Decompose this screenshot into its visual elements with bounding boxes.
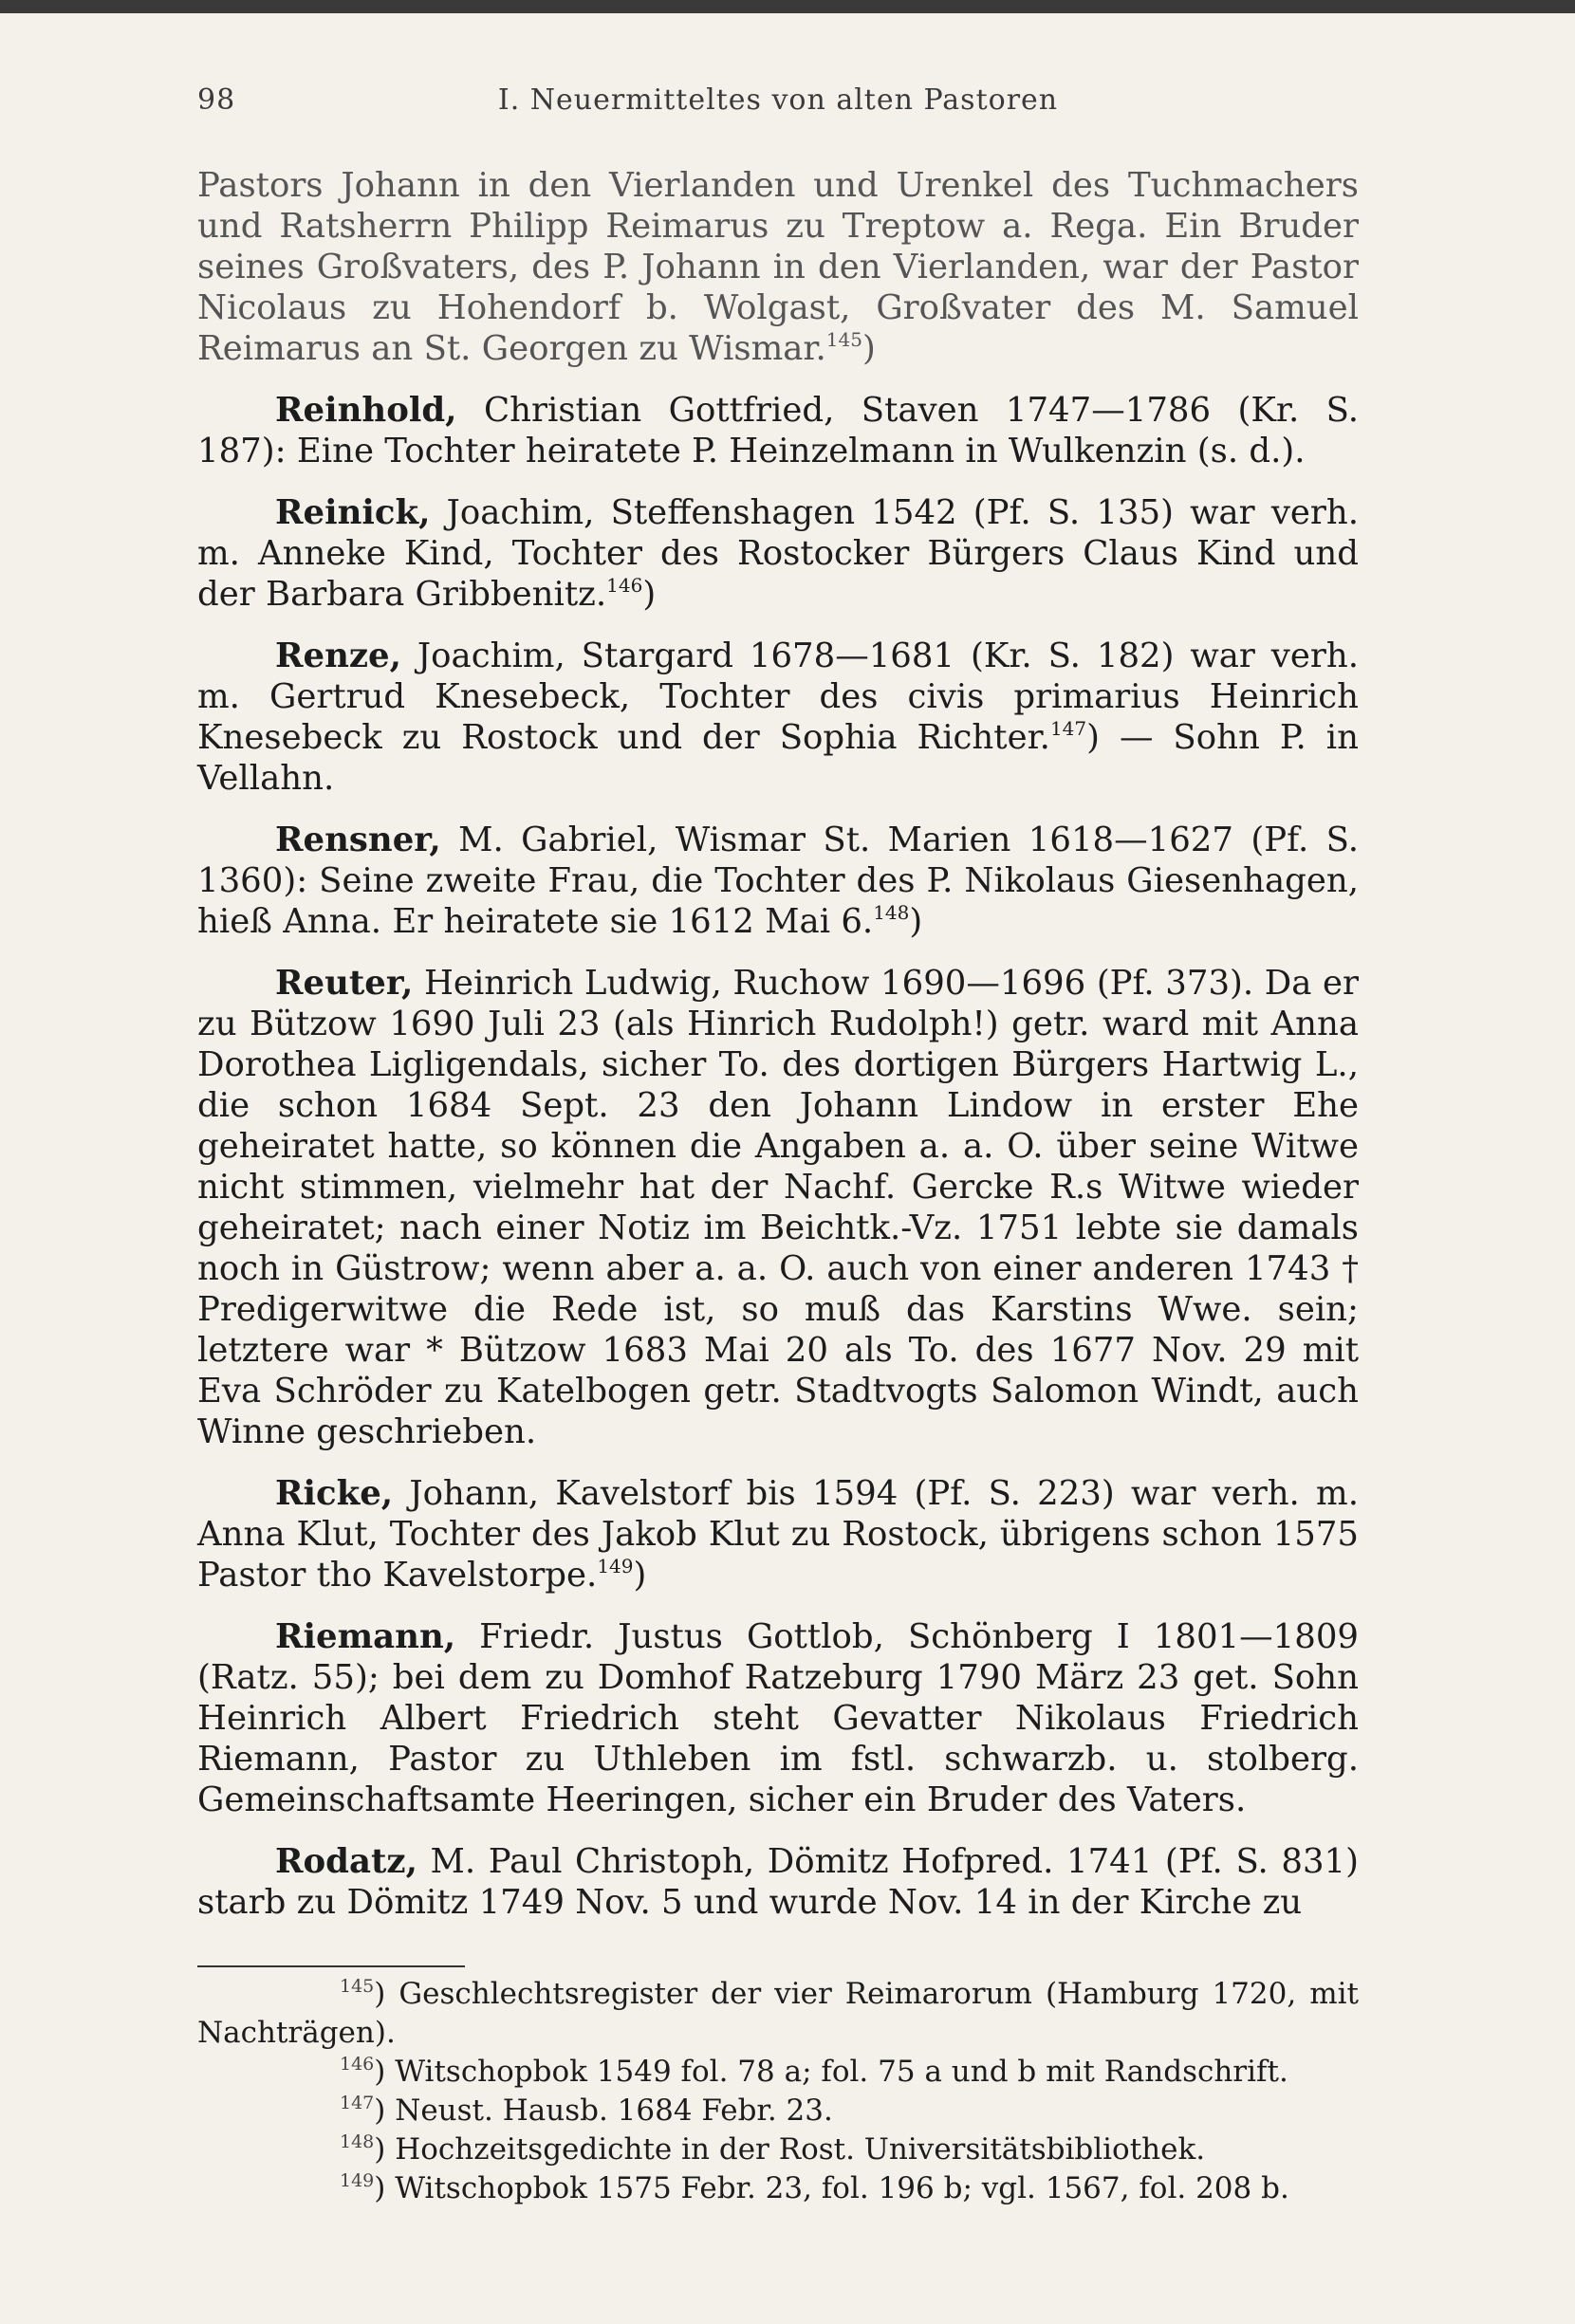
- footnote-ref: 147: [1049, 717, 1087, 740]
- footnote-divider: [197, 1965, 465, 1967]
- footnote-ref: 146: [606, 574, 643, 597]
- entry-reinhold: Reinhold, Christian Gottfried, Staven 1747—1786 (Kr. S. 187): Eine Tochter heiratete P. Heinzelmann in Wulkenzin (s. d.).: [197, 391, 1359, 470]
- entry-name: Riemann,: [275, 1617, 456, 1656]
- footnote-mark: 145: [340, 1976, 375, 1997]
- footnote-ref: 148: [873, 901, 910, 924]
- main-text: [197, 165, 1359, 1944]
- entry-continuation: Pastors Johann in den Vierlanden und Urenkel des Tuchmachers und Ratsherrn Philipp Reimarus zu Treptow a. Rega. Ein Bruder seines Großvaters, des P. Johann in den Vierlanden, war der Pastor Nicolaus zu Hohendorf b. Wolgast, Großvater des M. Samuel Reimarus an St. Georgen zu Wismar.$^{145}$): [197, 166, 1359, 368]
- footnote-148: $^{148}$) Hochzeitsgedichte in der Rost. Universitätsbibliothek.: [340, 2131, 1206, 2167]
- entry-ricke: Ricke, Johann, Kavelstorf bis 1594 (Pf. S. 223) war verh. m. Anna Klut, Tochter des Jakob Klut zu Rostock, übrigens schon 1575 Pastor tho Kavelstorpe.$^{149}$): [197, 1474, 1359, 1595]
- entry-name: Reuter,: [275, 964, 414, 1003]
- footnote-147: $^{147}$) Neust. Hausb. 1684 Febr. 23.: [340, 2093, 833, 2128]
- footnote-149: $^{149}$) Witschopbok 1575 Febr. 23, fol. 196 b; vgl. 1567, fol. 208 b.: [340, 2170, 1289, 2205]
- entry-reinick: Reinick, Joachim, Steffenshagen 1542 (Pf. S. 135) war verh. m. Anneke Kind, Tochter des Rostocker Bürgers Claus Kind und der Barbara Gribbenitz.$^{146}$): [197, 493, 1359, 614]
- entry-name: Reinick,: [275, 493, 431, 532]
- entry-riemann: Riemann, Friedr. Justus Gottlob, Schönberg I 1801—1809 (Ratz. 55); bei dem zu Domhof Ratzeburg 1790 März 23 get. Sohn Heinrich Albert Friedrich steht Gevatter Nikolaus Friedrich Riemann, Pastor zu Uthleben im fstl. schwarzb. u. stolberg. Gemeinschaftsamte Heeringen, sicher ein Bruder des Vaters.: [197, 1617, 1359, 1819]
- running-header: [197, 83, 1359, 125]
- footnote-mark: 148: [340, 2131, 375, 2152]
- footnote-ref: 149: [597, 1555, 634, 1577]
- entry-name: Reinhold,: [275, 391, 457, 430]
- footnote-mark: 149: [340, 2170, 375, 2191]
- footnotes: [197, 1975, 1359, 2208]
- footnote-146: $^{146}$) Witschopbok 1549 fol. 78 a; fol. 75 a und b mit Randschrift.: [340, 2054, 1288, 2089]
- entry-name: Rensner,: [275, 821, 441, 859]
- entry-rensner: Rensner, M. Gabriel, Wismar St. Marien 1618—1627 (Pf. S. 1360): Seine zweite Frau, die Tochter des P. Nikolaus Giesenhagen, hieß Anna. Er heiratete sie 1612 Mai 6.$^{148}$): [197, 821, 1359, 941]
- entry-name: Renze,: [275, 636, 402, 675]
- scan-edge: [0, 0, 1575, 13]
- entry-rodatz: Rodatz, M. Paul Christoph, Dömitz Hofpred. 1741 (Pf. S. 831) starb zu Dömitz 1749 Nov. 5 und wurde Nov. 14 in der Kirche zu: [197, 1842, 1359, 1922]
- entry-renze: Renze, Joachim, Stargard 1678—1681 (Kr. S. 182) war verh. m. Gertrud Knesebeck, Tochter des civis primarius Heinrich Knesebeck zu Rostock und der Sophia Richter.$^{147}$) — Sohn P. in Vellahn.: [197, 636, 1359, 798]
- entry-reuter: Reuter, Heinrich Ludwig, Ruchow 1690—1696 (Pf. 373). Da er zu Bützow 1690 Juli 23 (als Hinrich Rudolph!) getr. ward mit Anna Dorothea Ligligendals, sicher To. des dortigen Bürgers Hartwig L., die schon 1684 Sept. 23 den Johann Lindow in erster Ehe geheiratet hatte, so können die Angaben a. a. O. über seine Witwe nicht stimmen, vielmehr hat der Nachf. Gercke R.s Witwe wieder geheiratet; nach einer Notiz im Beichtk.-Vz. 1751 lebte sie damals noch in Güstrow; wenn aber a. a. O. auch von einer anderen 1743 † Predigerwitwe die Rede ist, so muß das Karstins Wwe. sein; letztere war * Bützow 1683 Mai 20 als To. des 1677 Nov. 29 mit Eva Schröder zu Katelbogen getr. Stadtvogts Salomon Windt, auch Winne geschrieben.: [197, 964, 1359, 1451]
- footnote-mark: 146: [340, 2054, 375, 2075]
- entry-name: Rodatz,: [275, 1842, 417, 1881]
- footnote-ref: 145: [825, 328, 862, 351]
- footnote-mark: 147: [340, 2093, 375, 2113]
- running-title: I. Neuermitteltes von alten Pastoren: [497, 83, 1059, 117]
- entry-name: Ricke,: [275, 1474, 394, 1513]
- footnote-145: $^{145}$) Geschlechtsregister der vier Reimarorum (Hamburg 1720, mit Nachträgen).: [197, 1976, 1359, 2050]
- page-number: 98: [197, 83, 236, 117]
